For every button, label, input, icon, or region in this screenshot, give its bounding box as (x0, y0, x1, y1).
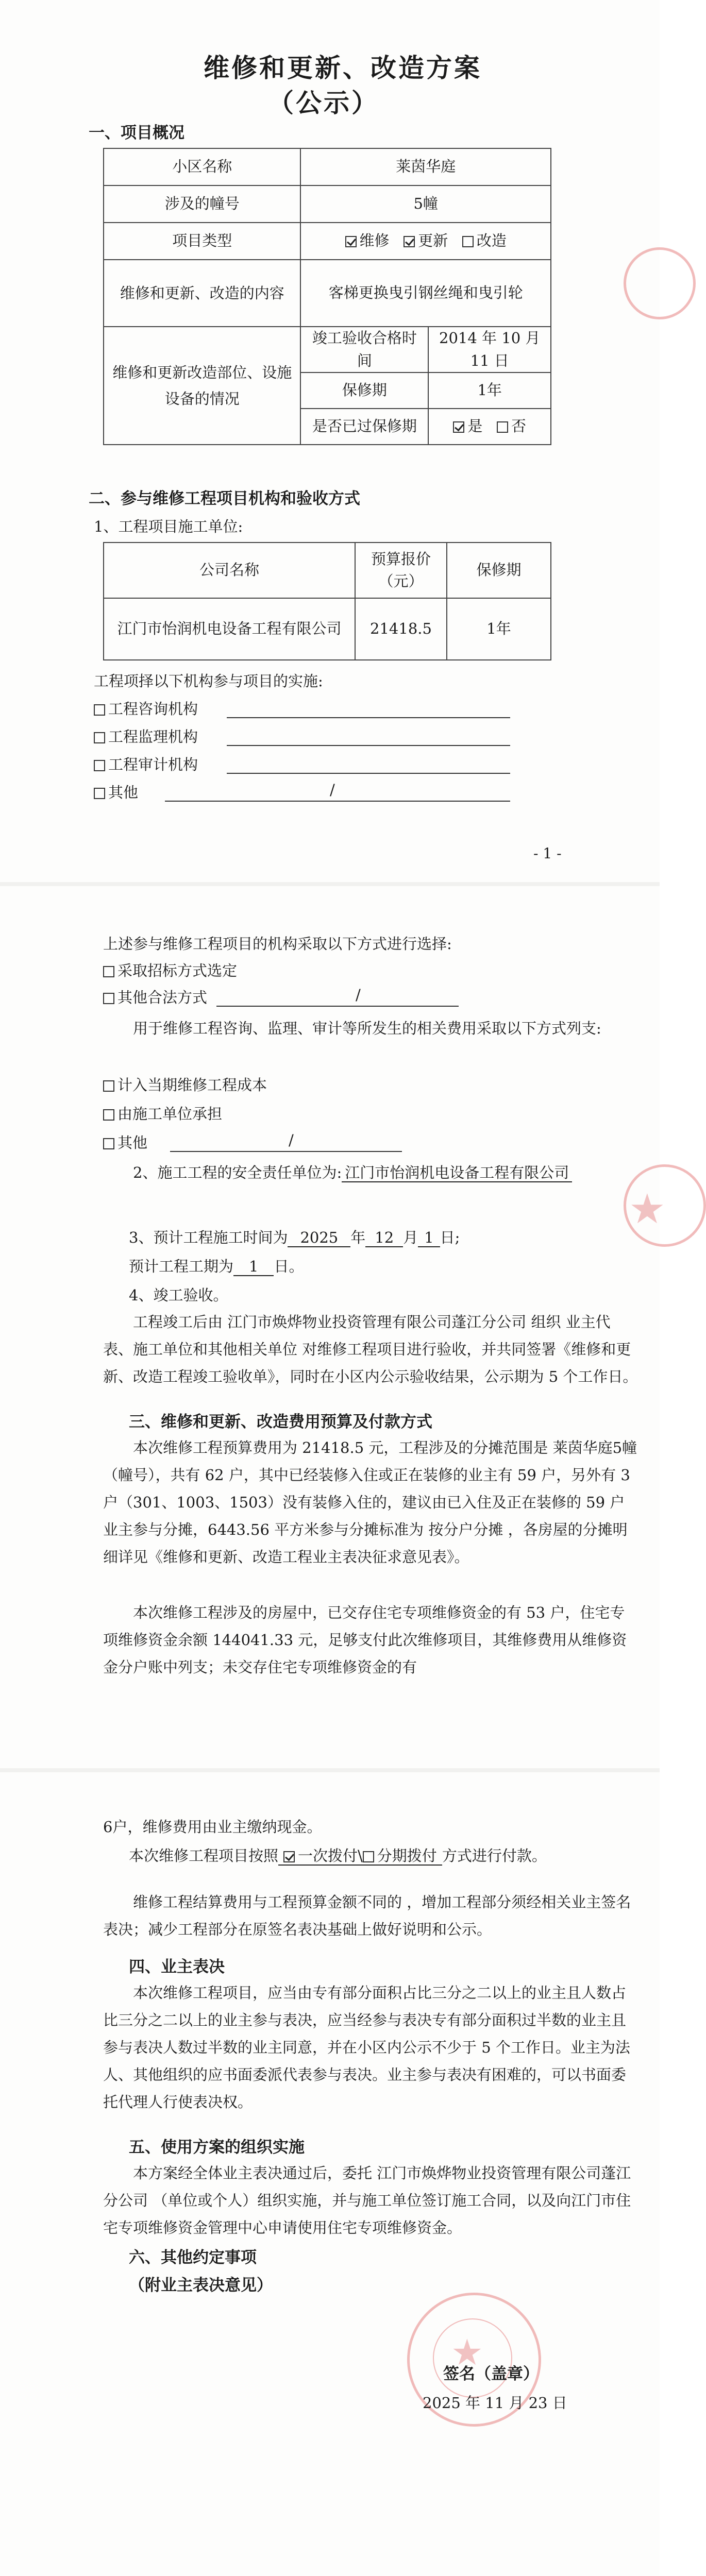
payment-method-line: 本次维修工程项目按照 一次拨付\ 分期拨付 方式进行付款。 (129, 1847, 547, 1865)
agency-supervision: 工程监理机构 (94, 725, 198, 747)
option-yes-label: 是 (467, 417, 483, 435)
doc-subtitle: （公示） (268, 88, 379, 118)
schedule-line: 3、预计工程施工时间为 2025 年 12 月 1 日; (129, 1229, 460, 1246)
settlement-paragraph: 维修工程结算费用与工程预算金额不同的 ，增加工程部分须经相关业主签名表决；减少工程部分在原签名表决基础上做好说明和公示。 (103, 1893, 631, 1938)
contractor-table (103, 542, 551, 660)
option-current-cost: 计入当期维修工程成本 (103, 1074, 267, 1095)
safety-unit-line: 2、施工工程的安全责任单位为: 江门市怡润机电设备工程有限公司 (103, 1159, 639, 1187)
section-3-heading: 三、维修和更新、改造费用预算及付款方式 (129, 1413, 432, 1431)
seal-star-icon: ★ (629, 1185, 666, 1233)
section-1-heading: 一、项目概况 (89, 124, 184, 142)
section-6-note: （附业主表决意见） (129, 2276, 273, 2295)
section-6-heading: 六、其他约定事项 (129, 2248, 257, 2267)
blank-line-audit (227, 773, 510, 774)
signature-date: 2025 年 11 月 23 日 (423, 2394, 567, 2412)
doc-title: 维修和更新、改造方案 (204, 53, 482, 83)
slash-other-fee: / (289, 1131, 294, 1149)
checkbox-supervision[interactable] (94, 732, 105, 743)
page-3 (0, 1772, 660, 2576)
label-content: 维修和更新、改造的内容 (104, 260, 300, 327)
header-warranty: 保修期 (447, 543, 551, 598)
label-warranty: 保修期 (300, 372, 428, 409)
value-community: 莱茵华庭 (300, 148, 551, 185)
checkbox-installment[interactable] (363, 1851, 374, 1862)
label-building: 涉及的幢号 (104, 185, 300, 223)
option-tender: 采取招标方式选定 (103, 959, 237, 980)
option-other-legal: 其他合法方式 (103, 986, 207, 1007)
agency-other: 其他 (94, 781, 138, 802)
safety-unit-value: 江门市怡润机电设备工程有限公司 (342, 1164, 572, 1182)
checkbox-no[interactable] (497, 421, 508, 433)
checkbox-current-cost[interactable] (103, 1080, 114, 1092)
page-1 (0, 0, 660, 886)
checkbox-other-agency[interactable] (94, 788, 105, 799)
checkbox-other-legal[interactable] (103, 993, 114, 1004)
checkbox-maintenance[interactable] (345, 236, 357, 247)
checkbox-yes[interactable] (453, 421, 464, 433)
section-5-heading: 五、使用方案的组织实施 (129, 2138, 305, 2157)
vote-paragraph: 本次维修工程项目，应当由专有部分面积占比三分之二以上的业主且人数占比三分之二以上的业主参与表决，应当经参与表决专有部分面积过半数的业主且参与表决人数过半数的业主同意，并在小区内公示不少于 5 个工作日。业主为法人、其他组织的应书面委派代表参与表决。业主参与表决有困难的，可以书面委托代理人行使表决权。 (103, 1984, 630, 2111)
page-number-1: - 1 - (533, 845, 562, 862)
option-renovation-label: 改造 (476, 232, 507, 250)
option-no-label: 否 (511, 417, 527, 435)
implementation-paragraph: 本方案经全体业主表决通过后，委托 江门市焕烨物业投资管理有限公司蓬江分公司 （单位或个人）组织实施，并与施工单位签订施工合同，以及向江门市住宅专项维修资金管理中心申请使用住宅专项维修资金。 (103, 2164, 631, 2236)
checkbox-update[interactable] (404, 236, 415, 247)
blank-line-other-legal (216, 1006, 459, 1007)
checkbox-audit[interactable] (94, 760, 105, 771)
checkbox-tender[interactable] (103, 966, 114, 977)
selection-method-intro: 上述参与维修工程项目的机构采取以下方式进行选择: (103, 935, 452, 953)
value-price: 21418.5 (355, 598, 447, 660)
label-community: 小区名称 (104, 148, 300, 185)
company-seal-star-icon: ★ (451, 2331, 483, 2374)
header-company: 公司名称 (104, 543, 355, 598)
option-update-label: 更新 (418, 232, 448, 250)
agency-select-intro: 工程项择以下机构参与项目的实施: (94, 672, 323, 690)
option-other-fee: 其他 (103, 1131, 147, 1153)
label-facility-status: 维修和更新改造部位、设施设备的情况 (104, 327, 300, 445)
option-contractor-bears: 由施工单位承担 (103, 1103, 222, 1124)
blank-line-supervision (227, 745, 510, 746)
value-content: 客梯更换曳引钢丝绳和曳引轮 (300, 260, 551, 327)
value-contract-warranty: 1年 (447, 598, 551, 660)
project-type-options (300, 223, 551, 260)
project-overview-table (103, 148, 551, 445)
red-seal-stamp (624, 247, 696, 319)
acceptance-paragraph: 工程竣工后由 江门市焕烨物业投资管理有限公司蓬江分公司 组织 业主代表、施工单位和其他相关单位 对维修工程项目进行验收，并共同签署《维修和更新、改造工程竣工验收单》，同时在小区内公示验收结果，公示期为 5 个工作日。 (103, 1313, 638, 1385)
warranty-expired-options (428, 409, 551, 445)
fund-paragraph: 本次维修工程涉及的房屋中，已交存住宅专项维修资金的有 53 户，住宅专项维修资金余额 144041.33 元，足够支付此次维修项目，其维修费用从维修资金分户账中列支；未交存住宅专项维修资金的有 (103, 1604, 627, 1676)
header-price: 预算报价（元） (355, 543, 447, 598)
checkbox-renovation[interactable] (462, 236, 474, 247)
label-warranty-expired: 是否已过保修期 (300, 409, 428, 445)
label-project-type: 项目类型 (104, 223, 300, 260)
blank-line-other-fee (170, 1151, 402, 1152)
checkbox-one-time[interactable] (283, 1851, 295, 1862)
option-maintenance-label: 维修 (359, 232, 390, 250)
section-4-heading: 四、业主表决 (129, 1958, 225, 1976)
page-2 (0, 886, 666, 1772)
checkbox-consulting[interactable] (94, 704, 105, 716)
value-building: 5幢 (300, 185, 551, 223)
section-2-heading: 二、参与维修工程项目机构和验收方式 (89, 489, 360, 508)
checkbox-contractor-bears[interactable] (103, 1109, 114, 1121)
blank-line-consulting (227, 717, 510, 718)
label-acceptance-date: 竣工验收合格时间 (300, 327, 428, 372)
value-company: 江门市怡润机电设备工程有限公司 (104, 598, 355, 660)
budget-paragraph: 本次维修工程预算费用为 21418.5 元，工程涉及的分摊范围是 莱茵华庭5幢（幢号），共有 62 户，其中已经装修入住或正在装修的业主有 59 户，另外有 3 户（301、1003、1503）没有装修入住的，建议由已入住及正在装修的 59 户业主参与分摊，6443.56 平方米参与分摊标准为 按分户分摊 ，各房屋的分摊明细详见《维修和更新、改造工程业主表决征求意见表》。 (103, 1439, 637, 1566)
value-warranty: 1年 (428, 372, 551, 409)
cash-payment-line: 6户，维修费用由业主缴纳现金。 (103, 1818, 322, 1836)
acceptance-heading: 4、竣工验收。 (129, 1286, 228, 1304)
blank-line-other (165, 801, 510, 802)
slash-other-legal: / (356, 986, 361, 1004)
value-acceptance-date: 2014 年 10 月 11 日 (428, 327, 551, 372)
duration-line: 预计工程工期为 1 日。 (129, 1258, 304, 1275)
item-1-contractor: 1、工程项目施工单位: (94, 518, 243, 535)
checkbox-other-fee[interactable] (103, 1138, 114, 1149)
agency-consulting: 工程咨询机构 (94, 698, 198, 719)
fee-method-intro: 用于维修工程咨询、监理、审计等所发生的相关费用采取以下方式列支: (133, 1020, 601, 1037)
agency-audit: 工程审计机构 (94, 753, 198, 774)
signature-label: 签名（盖章） (443, 2365, 539, 2383)
slash-mark: / (330, 781, 335, 799)
